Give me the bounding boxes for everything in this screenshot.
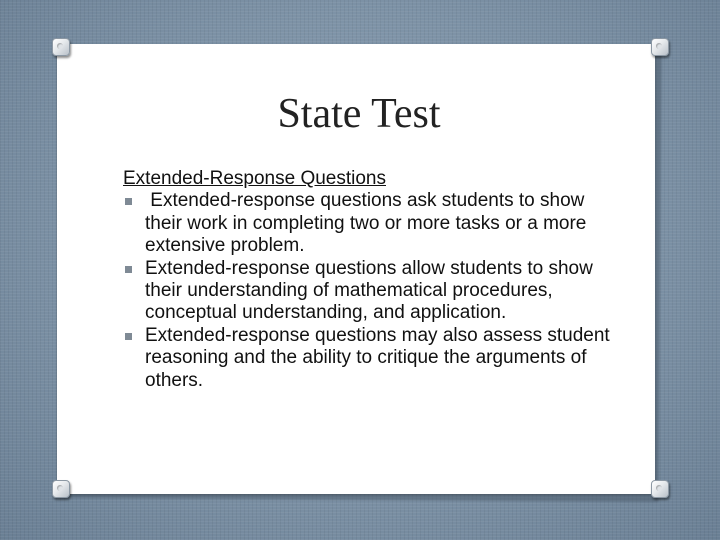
bullet-text: Extended-response questions allow students to show their understanding of mathematical procedures, conceptual understanding, and application. (145, 257, 593, 324)
slide-body (123, 168, 613, 392)
pin-icon-bottom-left (52, 480, 70, 498)
list-item (123, 190, 613, 257)
section-heading: Extended-Response Questions (123, 168, 386, 189)
square-bullet-icon (125, 198, 132, 205)
list-item (123, 258, 613, 325)
bullet-text: Extended-response questions may also assess student reasoning and the ability to critique the arguments of others. (145, 324, 610, 391)
square-bullet-icon (125, 266, 132, 273)
slide-title: State Test (277, 91, 441, 137)
list-item (123, 325, 613, 392)
square-bullet-icon (125, 333, 132, 340)
pin-icon-top-left (52, 38, 70, 56)
pin-icon-bottom-right (651, 480, 669, 498)
bullet-list (123, 190, 613, 392)
pin-icon-top-right (651, 38, 669, 56)
bullet-text: Extended-response questions ask students to show their work in completing two or more tasks or a more extensive problem. (145, 190, 592, 257)
